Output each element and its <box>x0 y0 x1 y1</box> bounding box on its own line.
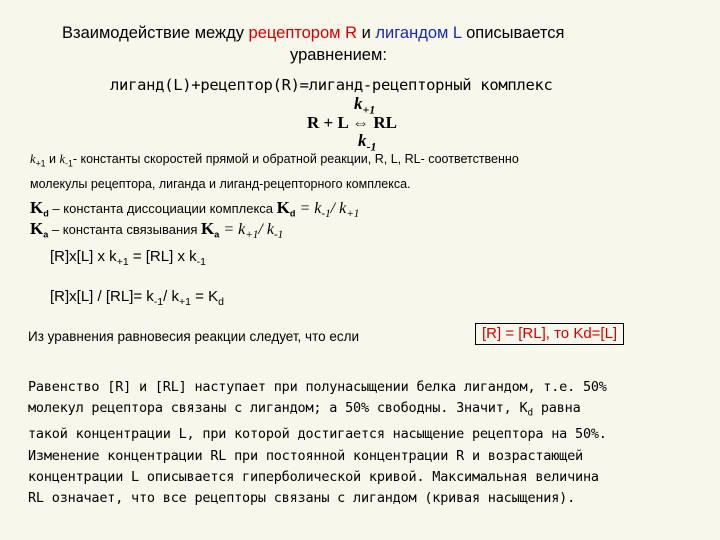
constants-line-1: $k_{+1}$ и $k_{-1}-$ константы скоростей прямой и обратной реакции, R, L, RL- соответственно <box>30 152 519 169</box>
paragraph-line: Равенство [R] и [RL] наступает при полунасыщении белка лигандом, т.е. 50% <box>28 379 607 395</box>
explanation-paragraph <box>28 377 607 509</box>
intro-text: и <box>357 24 376 42</box>
k-reverse: $k_{-1}$ <box>358 131 377 154</box>
kd-definition: $K_d$ – константа диссоциации комплекса $K_d = k_{-1}/$ $k_{+1}$ <box>30 198 360 221</box>
ligand-term: лигандом L <box>375 24 462 42</box>
paragraph-line: концентрации L описывается гиперболической кривой. Максимальная величина <box>28 468 599 485</box>
constants-line-2: молекулы рецептора, лиганда и лиганд-рецепторного комплекса. <box>30 177 411 191</box>
reaction-right: RL <box>373 113 397 132</box>
reaction-equation <box>307 113 397 133</box>
equilibrium-formula: [R]x[L] x $k_{+1} = [RL]$ x $k_{-1}$ <box>50 248 206 268</box>
receptor-term: рецептором R <box>248 24 358 42</box>
conclusion-text: Из уравнения равновесия реакции следует, что если <box>28 329 360 344</box>
intro-text: описывается <box>461 24 565 42</box>
kd-formula: $[R]x[L] / [RL]= k_{-1}/$ $k_{+1} = K_d$ <box>50 288 224 308</box>
paragraph-line: Изменение концентрации RL при постоянной концентрации R и возрастающей <box>28 447 583 464</box>
intro-line-2: уравнением: <box>290 46 387 64</box>
intro-text: Взаимодействие между <box>62 24 249 42</box>
intro-line-1 <box>62 24 564 43</box>
paragraph-line: RL означает, что все рецепторы связаны с лигандом (кривая насыщения). <box>28 490 576 507</box>
k-forward: $k_{+1}$ <box>354 94 376 117</box>
word-equation: лиганд(L)+рецептор(R)=лиганд-рецепторный комплекс <box>110 76 553 94</box>
paragraph-line: такой концентрации L, при которой достигается насыщение рецептора на 50%. <box>28 426 607 443</box>
conclusion-boxed: [R] = [RL], то Kd=[L] <box>475 323 624 345</box>
paragraph-line: молекул рецептора связаны с лигандом; а 50% свободны. Значит, $K_d$ равна <box>28 400 581 419</box>
ka-definition: $K_a$ – константа связывания $K_a = k_{+1}/$ $k_{-1}$ <box>30 219 284 242</box>
equilibrium-arrow-icon: ⇔ <box>352 113 370 132</box>
reaction-left: R + L <box>307 113 348 132</box>
